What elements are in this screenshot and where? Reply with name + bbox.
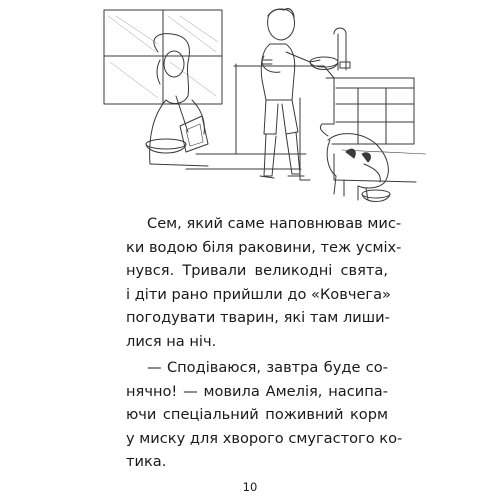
text-line: у миску для хворого смугастого ко- <box>126 429 403 447</box>
held-bowl-sketch <box>310 57 338 70</box>
text-line: Сем, який саме наповнював мис- <box>147 215 402 232</box>
dog-figure-sketch <box>320 124 388 200</box>
text-line: ки водою біля раковини, теж усміх- <box>126 238 402 256</box>
text-line: ючи спеціальний поживний корм <box>126 406 388 423</box>
text-line: тика. <box>126 453 167 470</box>
paragraph-2 <box>126 356 403 474</box>
text-line: нувся. Тривали великодні свята, <box>126 262 388 279</box>
girl-figure-sketch <box>150 34 208 166</box>
window-sketch <box>104 10 222 104</box>
text-line: погодувати тварин, які там лиши- <box>126 309 390 326</box>
text-line: — Сподіваюся, завтра буде со- <box>147 359 388 376</box>
kitchen-illustration <box>96 4 426 220</box>
boy-figure-sketch <box>260 9 320 178</box>
bowl-sketch <box>146 139 186 153</box>
story-text <box>126 212 403 474</box>
text-line: лися на ніч. <box>126 332 217 350</box>
text-line: і діти рано прийшли до «Ковчега» <box>126 285 391 303</box>
text-line: нячно! — мовила Амелія, насипа- <box>126 382 388 400</box>
paragraph-1 <box>126 212 402 353</box>
page-number: 10 <box>242 480 258 494</box>
